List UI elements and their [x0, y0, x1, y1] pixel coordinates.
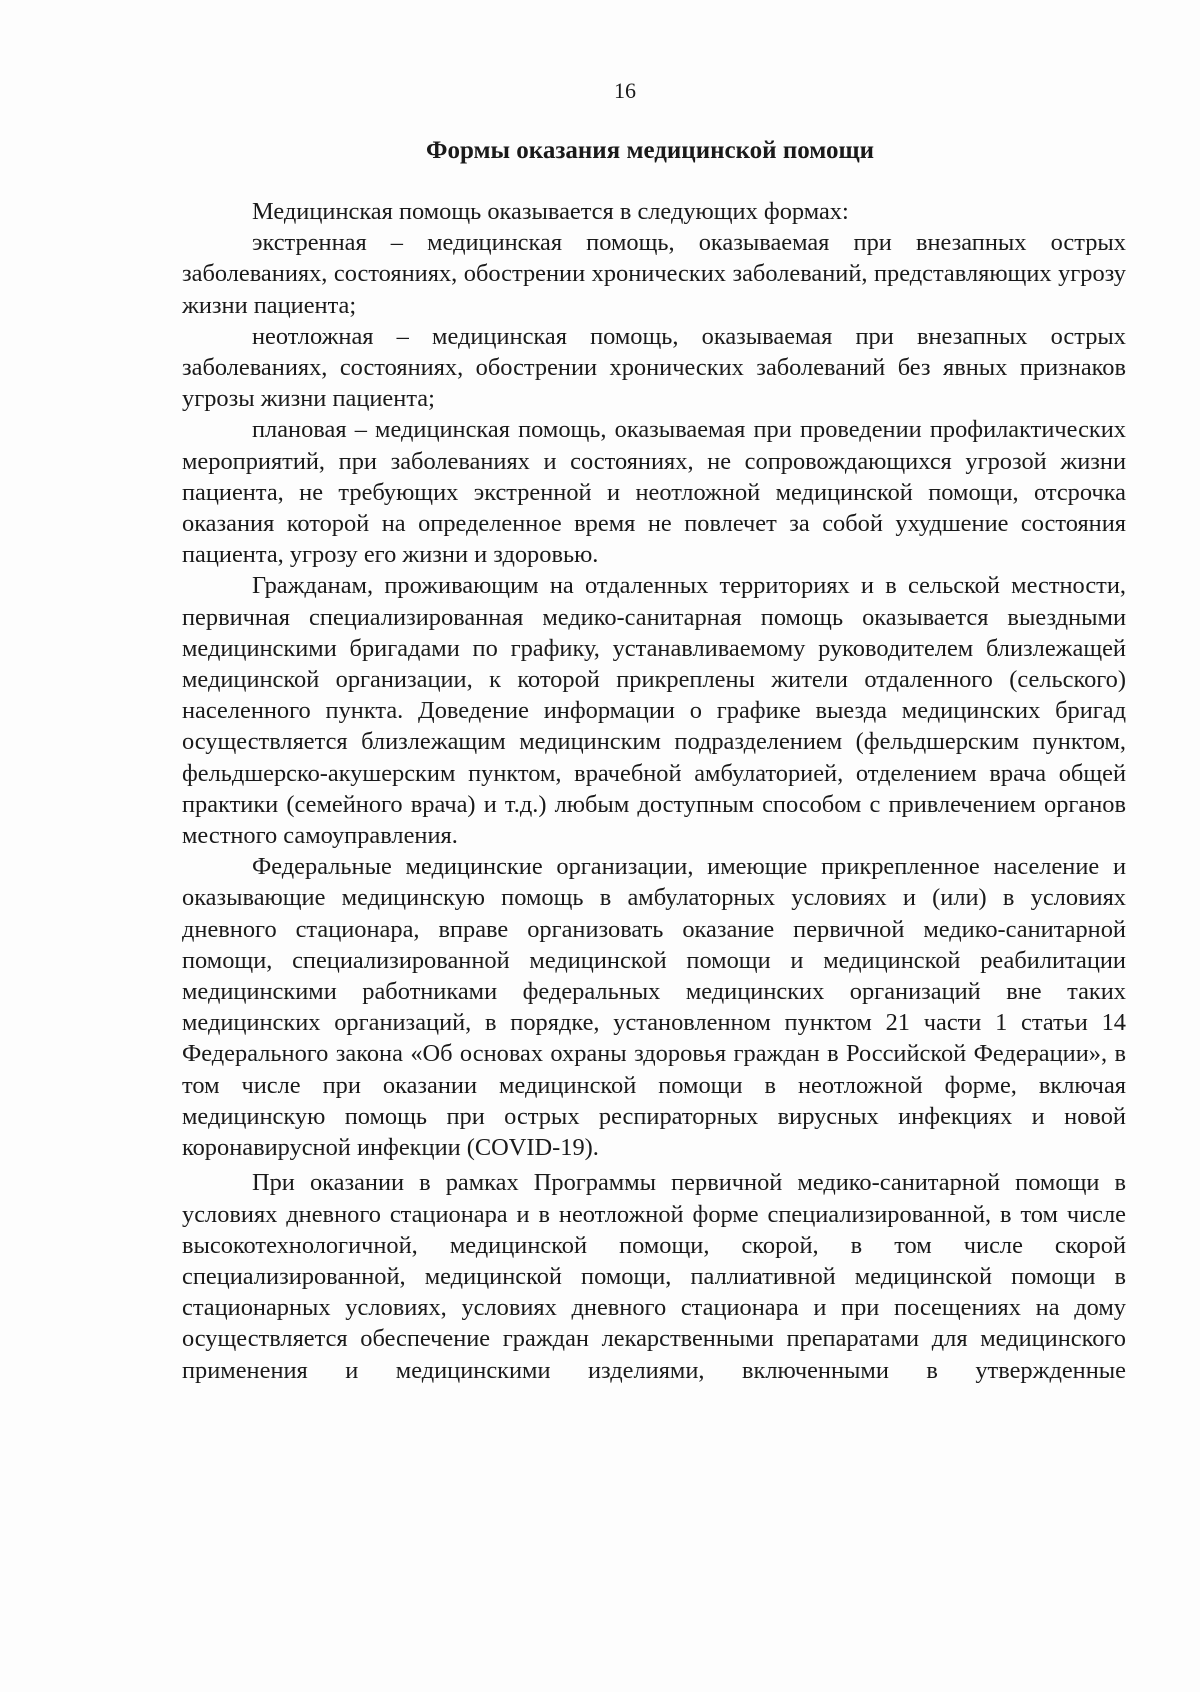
- paragraph-urgent: неотложная – медицинская помощь, оказываемая при внезапных острых заболеваниях, состояниях, обострении хронических заболеваний без явных признаков угрозы жизни пациента;: [182, 322, 1126, 413]
- body-text: [182, 196, 1126, 1386]
- paragraph-rural-citizens: Гражданам, проживающим на отдаленных территориях и в сельской местности, первичная специализированная медико-санитарная помощь оказывается выездными медицинскими бригадами по графику, устанавливаемому руководителем близлежащей медицинской организации, к которой прикреплены жители отдаленного (сельского) населенного пункта. Доведение информации о графике выезда медицинских бригад осуществляется близлежащим медицинским подразделением (фельдшерским пунктом, фельдшерско-акушерским пунктом, врачебной амбулаторией, отделением врача общей практики (семейного врача) и т.д.) любым доступным способом с привлечением органов местного самоуправления.: [182, 572, 1126, 850]
- paragraph-program-provision: При оказании в рамках Программы первичной медико-санитарной помощи в условиях дневного стационара и в неотложной форме специализированной, в том числе высокотехнологичной, медицинской помощи, скорой, в том числе скорой специализированной, медицинской помощи, паллиативной медицинской помощи в стационарных условиях, условиях дневного стационара и при посещениях на дому осуществляется обеспечение граждан лекарственными препаратами для медицинского применения и медицинскими изделиями, включенными в утвержденные: [182, 1169, 1126, 1384]
- paragraph-emergency: экстренная – медицинская помощь, оказываемая при внезапных острых заболеваниях, состояниях, обострении хронических заболеваний, представляющих угрозу жизни пациента;: [182, 229, 1126, 319]
- page-number: 16: [614, 78, 636, 103]
- paragraph-intro: Медицинская помощь оказывается в следующих формах:: [252, 198, 849, 225]
- section-title: Формы оказания медицинской помощи: [426, 137, 874, 164]
- paragraph-planned: плановая – медицинская помощь, оказываемая при проведении профилактических мероприятий, при заболеваниях и состояниях, не сопровождающихся угрозой жизни пациента, не требующих экстренной и неотложной медицинской помощи, отсрочка оказания которой на определенное время не повлечет за собой ухудшение состояния пациента, угрозу его жизни и здоровью.: [182, 416, 1126, 569]
- paragraph-federal-organizations: Федеральные медицинские организации, имеющие прикрепленное население и оказывающие медицинскую помощь в амбулаторных условиях и (или) в условиях дневного стационара, вправе организовать оказание первичной медико-санитарной помощи, специализированной медицинской помощи и медицинской реабилитации медицинскими работниками федеральных медицинских организаций вне таких медицинских организаций, в порядке, установленном пунктом 21 части 1 статьи 14 Федерального закона «Об основах охраны здоровья граждан в Российской Федерации», в том числе при оказании медицинской помощи в неотложной форме, включая медицинскую помощь при острых респираторных вирусных инфекциях и новой коронавирусной инфекции (COVID-19).: [182, 853, 1126, 1162]
